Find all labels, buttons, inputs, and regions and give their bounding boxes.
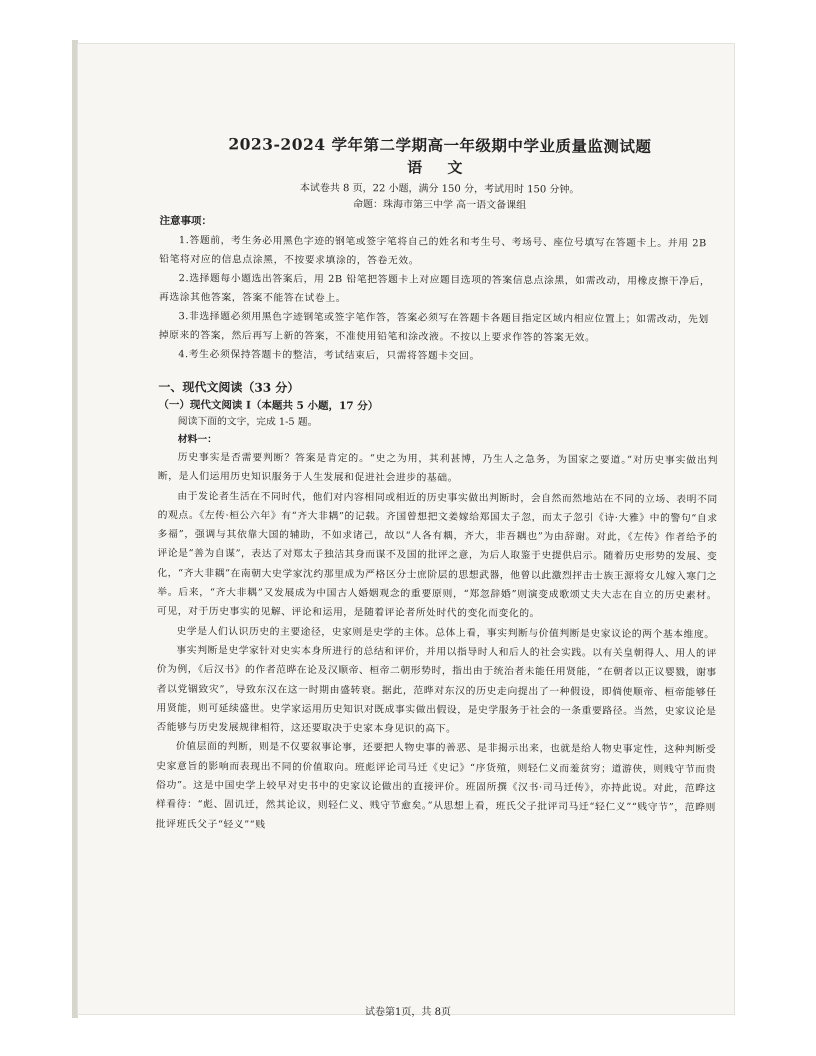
reading-instruction: 阅读下面的文字，完成 1-5 题。 (177, 416, 318, 428)
notice-item: 4.考生必须保持答题卡的整洁，考试结束后，只需将答题卡交回。 (178, 349, 480, 362)
exam-author: 命题：珠海市第三中学 高一语文备课组 (352, 199, 527, 212)
exam-page (78, 44, 734, 1014)
notice-item: 2.选择题每小题选出答案后，用 2B 铅笔把答题卡上对应题目选项的答案信息点涂黑，如需改动，用橡皮擦干净后，再选涂其他答案，答案不能答在试卷上。 (158, 273, 711, 305)
page-number: 试卷第1页，共 8页 (365, 1007, 451, 1018)
passage-paragraph: 事实判断是史学家针对史实本身所进行的总结和评价，并用以指导时人和后人的社会实践。以有关皇朝得人、用人的评价为例，《后汉书》的作者范晔在论及汉顺帝、桓帝二朝形势时，指出由于统治者未能任用贤能，“在朝者以正议婴戮，谢事者以党锢致灾”，导致东汉在这一时期由盛转衰。据此，范晔对东汉的历史走向提出了一种假设，即倘使顺帝、桓帝能够任用贤能，则可延续盛世。史学家运用历史知识对既成事实做出假设，是史学服务于社会的一条重要路径。当然，史家议论是否能够与历史发展规律相符，这还要取决于史家本身见识的高下。 (156, 645, 717, 735)
material-label: 材料一： (177, 434, 217, 446)
passage-paragraph: 价值层面的判断，则是不仅要叙事论事，还要把人物史事的善恶、是非揭示出来，也就是给人物史事定性，这种判断受史家意旨的影响而表现出不同的价值取向。班彪评论司马迁《史记》“序货殖，则轻仁义而羞贫穷；道游侠，则贱守节而贵俗功”。这是中国史学上较早对史书中的史家议论做出的直接评价。班固所撰《汉书·司马迁传》，亦持此说。对此，范晔这样看待：“彪、固讥迁，然其论议，则轻仁义、贱守节愈矣。”从思想上看，班氏父子批评司马迁“轻仁义”“贱守节”，范晔则批评班氏父子“轻义”“贱 (155, 741, 717, 831)
notice-item: 1.答题前，考生务必用黑色字迹的钢笔或签字笔将自己的姓名和考生号、考场号、座位号填写在答题卡上。并用 2B 铅笔将对应的信息点涂黑，不按要求填涂的，答卷无效。 (159, 235, 707, 267)
exam-title: 2023-2024 学年第二学期高一年级期中学业质量监测试题 (228, 134, 652, 157)
section-heading: 一、现代文阅读（33 分） (158, 379, 300, 395)
passage-paragraph: 史学是人们认识历史的主要途径，史家则是史学的主体。总体上看，事实判断与价值判断是史家议论的两个基本维度。 (176, 625, 715, 641)
passage-paragraph: 由于发论者生活在不同时代，他们对内容相同或相近的历史事实做出判断时，会自然而然地站在不同的立场、表明不同的观点。《左传·桓公六年》有“齐大非耦”的记载。齐国曾想把文姜嫁给郑国太子忽，而太子忽引《诗·大雅》中的警句“自求多福”，强调与其依靠大国的辅助，不如求诸己，故以“人各有耦，齐大，非吾耦也”为由辞谢。对此，《左传》作者给予的评论是“善为自谋”，表达了对郑太子独洁其身而谋不及国的批评之意，为后人取鉴于史提供启示。随着历史形势的发展、变化，“齐大非耦”在南朝大史学家沈约那里成为严格区分士庶阶层的思想武器，他曾以此激烈抨击士族王源将女儿嫁入寒门之举。后来，“齐大非耦”又发展成为中国古人婚姻观念的重要原则，“郑忽辞婚”则演变成歌颂丈夫大志在自立的历史素材。可见，对于历史事实的见解、评论和运用，是随着评论者所处时代的变化而变化的。 (157, 490, 718, 620)
passage-paragraph: 历史事实是否需要判断？答案是肯定的。“史之为用，其利甚博，乃生人之急务，为国家之要道。”对历史事实做出判断，是人们运用历史知识服务于人生发展和促进社会进步的基础。 (157, 452, 719, 485)
subsection-heading: （一）现代文阅读 I（本题共 5 小题，17 分） (158, 398, 379, 413)
subject-title: 语 文 (407, 158, 473, 177)
page-content (156, 132, 720, 837)
notice-heading: 注意事项： (159, 214, 212, 228)
exam-info: 本试卷共 8 页，22 小题，满分 150 分，考试用时 150 分钟。 (299, 182, 580, 196)
notice-item: 3.非选择题必须用黑色字迹钢笔或签字笔作答，答案必须写在答题卡各题目指定区域内相应位置上；如需改动，先划掉原来的答案，然后再写上新的答案，不准使用铅笔和涂改液。不按以上要求作答的答案无效。 (158, 311, 709, 344)
